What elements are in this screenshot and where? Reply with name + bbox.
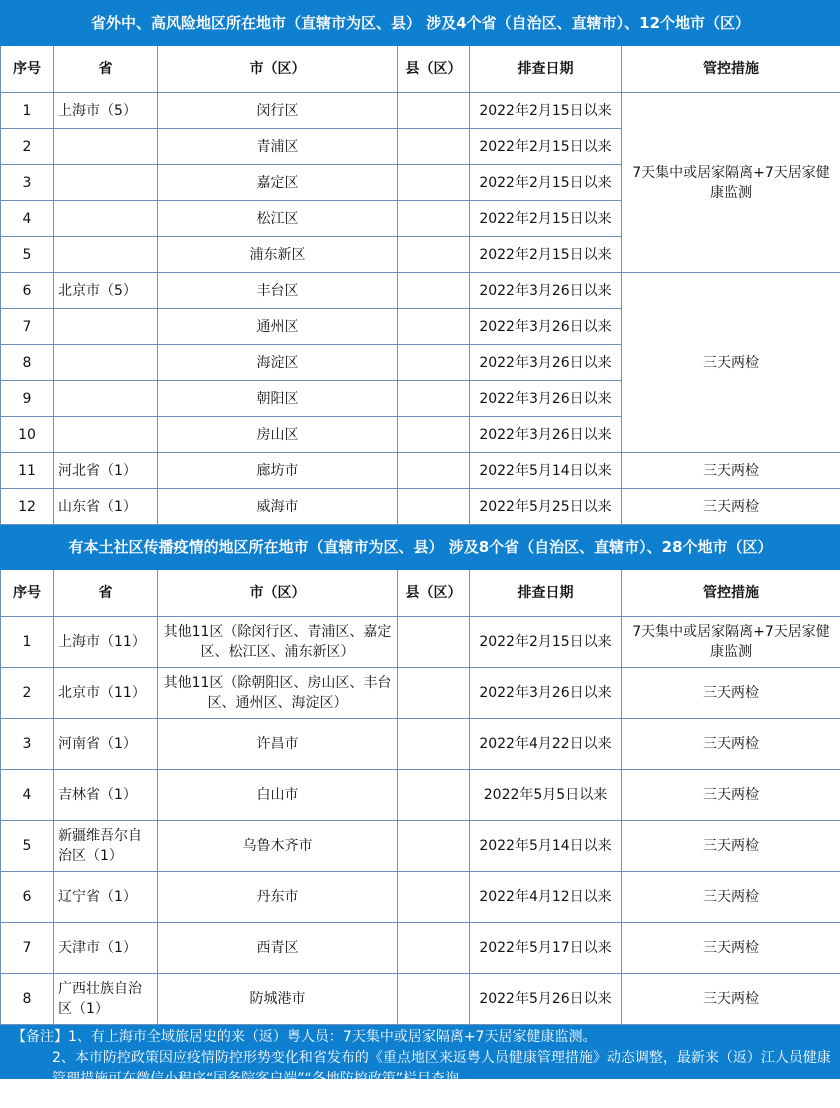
row-county: [398, 237, 470, 273]
row-county: [398, 201, 470, 237]
row-county: [398, 165, 470, 201]
row-city: 许昌市: [158, 719, 398, 770]
row-province: 山东省（1）: [54, 489, 158, 525]
row-city: 丹东市: [158, 872, 398, 923]
header-measure: 管控措施: [622, 570, 840, 617]
row-date: 2022年3月26日以来: [470, 381, 622, 417]
row-date: 2022年3月26日以来: [470, 309, 622, 345]
row-date: 2022年4月12日以来: [470, 872, 622, 923]
row-measure: 三天两检: [622, 923, 840, 974]
row-province: [54, 129, 158, 165]
header-date: 排查日期: [470, 46, 622, 93]
header-province: 省: [54, 46, 158, 93]
header-county: 县（区）: [398, 570, 470, 617]
row-province: 河南省（1）: [54, 719, 158, 770]
table-row: [1, 974, 840, 1025]
header-date: 排查日期: [470, 570, 622, 617]
row-county: [398, 345, 470, 381]
header-city: 市（区）: [158, 570, 398, 617]
row-province: 北京市（5）: [54, 273, 158, 309]
row-county: [398, 381, 470, 417]
row-date: 2022年2月15日以来: [470, 617, 622, 668]
row-province: 广西壮族自治区（1）: [54, 974, 158, 1025]
row-province: 辽宁省（1）: [54, 872, 158, 923]
row-county: [398, 617, 470, 668]
row-no: 6: [1, 872, 54, 923]
table-row: [1, 821, 840, 872]
row-city: 西青区: [158, 923, 398, 974]
row-measure: 三天两检: [622, 821, 840, 872]
table-row: [1, 872, 840, 923]
row-city: 闵行区: [158, 93, 398, 129]
table-row: [1, 617, 840, 668]
section1-title: 省外中、高风险地区所在地市（直辖市为区、县） 涉及4个省（自治区、直辖市）、12个地市（区）: [1, 1, 840, 46]
row-city: 海淀区: [158, 345, 398, 381]
row-no: 11: [1, 453, 54, 489]
table-row: [1, 923, 840, 974]
row-county: [398, 93, 470, 129]
row-measure: 三天两检: [622, 872, 840, 923]
row-city: 丰台区: [158, 273, 398, 309]
row-province: 北京市（11）: [54, 668, 158, 719]
row-date: 2022年4月22日以来: [470, 719, 622, 770]
row-no: 8: [1, 345, 54, 381]
table-row: [1, 770, 840, 821]
row-date: 2022年2月15日以来: [470, 129, 622, 165]
row-province: 新疆维吾尔自治区（1）: [54, 821, 158, 872]
row-province: 上海市（11）: [54, 617, 158, 668]
section2-title: 有本土社区传播疫情的地区所在地市（直辖市为区、县） 涉及8个省（自治区、直辖市）、28个地市（区）: [1, 525, 840, 570]
row-city: 威海市: [158, 489, 398, 525]
row-no: 5: [1, 821, 54, 872]
row-province: [54, 201, 158, 237]
row-measure: 三天两检: [622, 974, 840, 1025]
row-date: 2022年5月14日以来: [470, 453, 622, 489]
row-city: 青浦区: [158, 129, 398, 165]
row-no: 3: [1, 165, 54, 201]
row-measure: 三天两检: [622, 453, 840, 489]
row-date: 2022年5月17日以来: [470, 923, 622, 974]
row-date: 2022年5月5日以来: [470, 770, 622, 821]
note-line-1: 【备注】1、有上海市全域旅居史的来（返）粤人员：7天集中或居家隔离+7天居家健康监测。: [12, 1029, 597, 1045]
row-no: 7: [1, 309, 54, 345]
row-county: [398, 770, 470, 821]
row-county: [398, 872, 470, 923]
row-date: 2022年2月15日以来: [470, 165, 622, 201]
row-province: [54, 345, 158, 381]
row-no: 8: [1, 974, 54, 1025]
row-date: 2022年3月26日以来: [470, 345, 622, 381]
row-province: [54, 309, 158, 345]
row-measure: 7天集中或居家隔离+7天居家健康监测: [622, 93, 840, 273]
table-row: [1, 489, 840, 525]
row-city: 朝阳区: [158, 381, 398, 417]
row-no: 7: [1, 923, 54, 974]
row-county: [398, 923, 470, 974]
row-no: 6: [1, 273, 54, 309]
row-no: 4: [1, 770, 54, 821]
row-city: 通州区: [158, 309, 398, 345]
row-date: 2022年2月15日以来: [470, 201, 622, 237]
note-line-2: 2、本市防控政策因应疫情防控形势变化和省发布的《重点地区来返粤人员健康管理措施》动态调整，最新来（返）江人员健康管理措施可在微信小程序“国务院客户端”“各地防控政策”栏目查询。: [52, 1050, 831, 1087]
row-date: 2022年3月26日以来: [470, 273, 622, 309]
row-province: 河北省（1）: [54, 453, 158, 489]
row-province: [54, 417, 158, 453]
row-date: 2022年3月26日以来: [470, 417, 622, 453]
row-no: 12: [1, 489, 54, 525]
row-province: [54, 381, 158, 417]
row-no: 10: [1, 417, 54, 453]
row-county: [398, 273, 470, 309]
row-measure: 7天集中或居家隔离+7天居家健康监测: [622, 617, 840, 668]
row-no: 3: [1, 719, 54, 770]
table-row: [1, 273, 840, 309]
row-date: 2022年2月15日以来: [470, 237, 622, 273]
header-city: 市（区）: [158, 46, 398, 93]
row-province: 上海市（5）: [54, 93, 158, 129]
row-county: [398, 974, 470, 1025]
row-date: 2022年2月15日以来: [470, 93, 622, 129]
row-city: 其他11区（除朝阳区、房山区、丰台区、通州区、海淀区）: [158, 668, 398, 719]
row-no: 1: [1, 617, 54, 668]
notes-footer: [0, 1025, 840, 1087]
row-city: 浦东新区: [158, 237, 398, 273]
row-city: 廊坊市: [158, 453, 398, 489]
row-date: 2022年3月26日以来: [470, 668, 622, 719]
row-no: 4: [1, 201, 54, 237]
row-measure: 三天两检: [622, 668, 840, 719]
table-row: [1, 453, 840, 489]
table-row: [1, 93, 840, 129]
row-city: 白山市: [158, 770, 398, 821]
row-measure: 三天两检: [622, 719, 840, 770]
row-measure: 三天两检: [622, 273, 840, 453]
row-county: [398, 489, 470, 525]
row-no: 5: [1, 237, 54, 273]
row-county: [398, 309, 470, 345]
row-city: 乌鲁木齐市: [158, 821, 398, 872]
row-county: [398, 719, 470, 770]
row-measure: 三天两检: [622, 489, 840, 525]
header-county: 县（区）: [398, 46, 470, 93]
row-county: [398, 417, 470, 453]
row-county: [398, 129, 470, 165]
row-city: 防城港市: [158, 974, 398, 1025]
row-province: 吉林省（1）: [54, 770, 158, 821]
header-province: 省: [54, 570, 158, 617]
row-measure: 三天两检: [622, 770, 840, 821]
row-city: 房山区: [158, 417, 398, 453]
header-measure: 管控措施: [622, 46, 840, 93]
row-no: 1: [1, 93, 54, 129]
row-no: 2: [1, 668, 54, 719]
table-row: [1, 668, 840, 719]
header-no: 序号: [1, 570, 54, 617]
row-province: 天津市（1）: [54, 923, 158, 974]
row-city: 其他11区（除闵行区、青浦区、嘉定区、松江区、浦东新区）: [158, 617, 398, 668]
row-no: 2: [1, 129, 54, 165]
row-county: [398, 453, 470, 489]
row-no: 9: [1, 381, 54, 417]
row-county: [398, 821, 470, 872]
row-province: [54, 237, 158, 273]
row-city: 嘉定区: [158, 165, 398, 201]
row-date: 2022年5月26日以来: [470, 974, 622, 1025]
row-county: [398, 668, 470, 719]
row-date: 2022年5月14日以来: [470, 821, 622, 872]
row-date: 2022年5月25日以来: [470, 489, 622, 525]
row-province: [54, 165, 158, 201]
header-no: 序号: [1, 46, 54, 93]
row-city: 松江区: [158, 201, 398, 237]
table-row: [1, 719, 840, 770]
